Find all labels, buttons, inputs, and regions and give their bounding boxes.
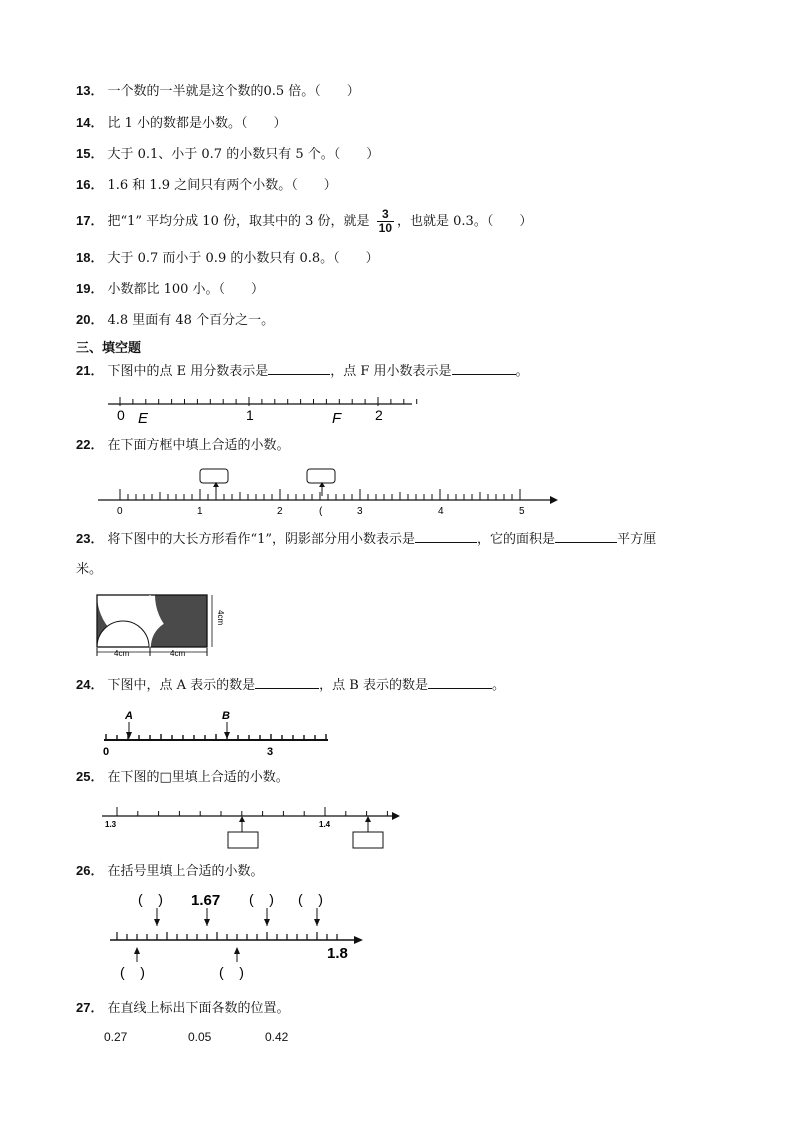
tick-label: 4 bbox=[438, 506, 444, 517]
answer-blank[interactable] bbox=[415, 530, 477, 543]
answer-blank[interactable] bbox=[452, 362, 516, 375]
point-b-label: B bbox=[222, 710, 230, 722]
tick-label-1: 1 bbox=[246, 407, 254, 423]
question-text: 1.6 和 1.9 之间只有两个小数。（ ） bbox=[107, 178, 337, 193]
question-text: 平方厘 bbox=[617, 532, 657, 547]
answer-paren: ( ) bbox=[249, 891, 274, 907]
question-26 bbox=[76, 862, 263, 881]
width-label: 4cm bbox=[114, 649, 130, 658]
question-number: 26． bbox=[76, 863, 104, 878]
tick-label: 2 bbox=[277, 506, 283, 517]
number-line-26 bbox=[108, 888, 370, 984]
tick-label: ( bbox=[319, 506, 323, 517]
answer-blank[interactable] bbox=[268, 362, 330, 375]
question-text: 在直线上标出下面各数的位置。 bbox=[107, 1001, 290, 1016]
question-text: 一个数的一半就是这个数的0.5 倍。（ ） bbox=[107, 84, 360, 99]
question-number: 13． bbox=[76, 83, 104, 98]
answer-paren: ( ) bbox=[120, 964, 145, 980]
point-a-label: A bbox=[125, 710, 133, 722]
question-number: 27． bbox=[76, 1000, 104, 1015]
point-f-label: F bbox=[332, 410, 342, 427]
question-17 bbox=[76, 206, 532, 237]
question-number: 22． bbox=[76, 437, 104, 452]
tick-label-2: 2 bbox=[375, 407, 383, 423]
number-line-21 bbox=[108, 392, 418, 428]
question-22 bbox=[76, 436, 289, 455]
question-number: 24． bbox=[76, 677, 104, 692]
question-text: ，点 B 表示的数是 bbox=[319, 678, 428, 693]
question-18 bbox=[76, 249, 379, 268]
height-label: 4cm bbox=[216, 610, 225, 626]
question-text: 在括号里填上合适的小数。 bbox=[107, 864, 264, 879]
tick-label-0: 0 bbox=[117, 407, 125, 423]
tick-label: 5 bbox=[519, 506, 525, 517]
tick-label: 0 bbox=[117, 506, 123, 517]
question-text: 。 bbox=[491, 678, 505, 693]
question-text: 小数都比 100 小。（ ） bbox=[107, 282, 265, 297]
answer-blank[interactable] bbox=[555, 530, 617, 543]
answer-paren: ( ) bbox=[219, 964, 244, 980]
question-text: 4.8 里面有 48 个百分之一。 bbox=[107, 313, 275, 328]
fraction-denominator: 10 bbox=[378, 221, 393, 235]
point-e-label: E bbox=[138, 410, 149, 427]
answer-paren: ( ) bbox=[138, 891, 163, 907]
question-25 bbox=[76, 768, 289, 787]
question-15 bbox=[76, 145, 379, 164]
question-text: 在下图的□里填上合适的小数。 bbox=[107, 770, 289, 785]
answer-blank[interactable] bbox=[255, 676, 319, 689]
question-16 bbox=[76, 176, 337, 195]
question-text: 大于 0.1、小于 0.7 的小数只有 5 个。（ ） bbox=[107, 147, 380, 162]
number-item: 0.27 bbox=[104, 1030, 128, 1044]
question-21 bbox=[76, 362, 529, 381]
question-text: 下图中的点 E 用分数表示是 bbox=[107, 364, 269, 379]
question-number: 20． bbox=[76, 312, 104, 327]
tick-label: 0 bbox=[103, 746, 110, 758]
question-23-continued: 米。 bbox=[76, 562, 103, 577]
question-text: 下图中，点 A 表示的数是 bbox=[107, 678, 256, 693]
question-text: 在下面方框中填上合适的小数。 bbox=[107, 438, 290, 453]
rectangle-figure-23 bbox=[94, 592, 226, 660]
answer-blank[interactable] bbox=[428, 676, 492, 689]
question-number: 15． bbox=[76, 146, 104, 161]
number-line-25 bbox=[100, 800, 404, 852]
question-13 bbox=[76, 82, 360, 101]
value-label: 1.8 bbox=[327, 945, 348, 962]
question-number: 23． bbox=[76, 531, 104, 546]
number-item: 0.42 bbox=[265, 1030, 289, 1044]
tick-label: 1.4 bbox=[319, 820, 331, 829]
answer-box bbox=[307, 469, 335, 483]
tick-label: 1 bbox=[197, 506, 203, 517]
question-text: 将下图中的大长方形看作“1”，阴影部分用小数表示是 bbox=[107, 532, 416, 547]
question-24 bbox=[76, 676, 505, 695]
question-text: 把“1” 平均分成 10 份，取其中的 3 份，就是 bbox=[107, 214, 370, 229]
fraction-numerator: 3 bbox=[381, 207, 389, 221]
question-27 bbox=[76, 999, 289, 1018]
question-number: 19． bbox=[76, 281, 104, 296]
number-item: 0.05 bbox=[188, 1030, 212, 1044]
section-heading: 三、填空题 bbox=[76, 341, 142, 356]
question-number: 18． bbox=[76, 250, 104, 265]
question-text: 。 bbox=[515, 364, 529, 379]
answer-box bbox=[353, 832, 383, 848]
tick-label: 1.3 bbox=[105, 820, 117, 829]
question-20 bbox=[76, 311, 274, 330]
answer-box bbox=[200, 469, 228, 483]
question-number: 25． bbox=[76, 769, 104, 784]
question-text: 比 1 小的数都是小数。（ ） bbox=[107, 116, 287, 131]
question-text: ，也就是 0.3。（ ） bbox=[397, 214, 533, 229]
number-line-22 bbox=[98, 466, 560, 518]
fraction bbox=[377, 208, 394, 235]
width-label: 4cm bbox=[170, 649, 186, 658]
question-text: ，它的面积是 bbox=[477, 532, 556, 547]
question-text: ，点 F 用小数表示是 bbox=[330, 364, 452, 379]
question-text: 大于 0.7 而小于 0.9 的小数只有 0.8。（ ） bbox=[107, 251, 379, 266]
question-number: 16． bbox=[76, 177, 104, 192]
question-19 bbox=[76, 280, 264, 299]
answer-paren: ( ) bbox=[298, 891, 323, 907]
value-label: 1.67 bbox=[191, 892, 221, 909]
question-number: 17． bbox=[76, 213, 104, 228]
number-line-24 bbox=[100, 706, 332, 758]
question-number: 21． bbox=[76, 363, 104, 378]
question-number: 14． bbox=[76, 115, 104, 130]
question-14 bbox=[76, 114, 287, 133]
question-23 bbox=[76, 530, 656, 549]
tick-label: 3 bbox=[357, 506, 363, 517]
tick-label: 3 bbox=[267, 746, 274, 758]
answer-box bbox=[228, 832, 258, 848]
